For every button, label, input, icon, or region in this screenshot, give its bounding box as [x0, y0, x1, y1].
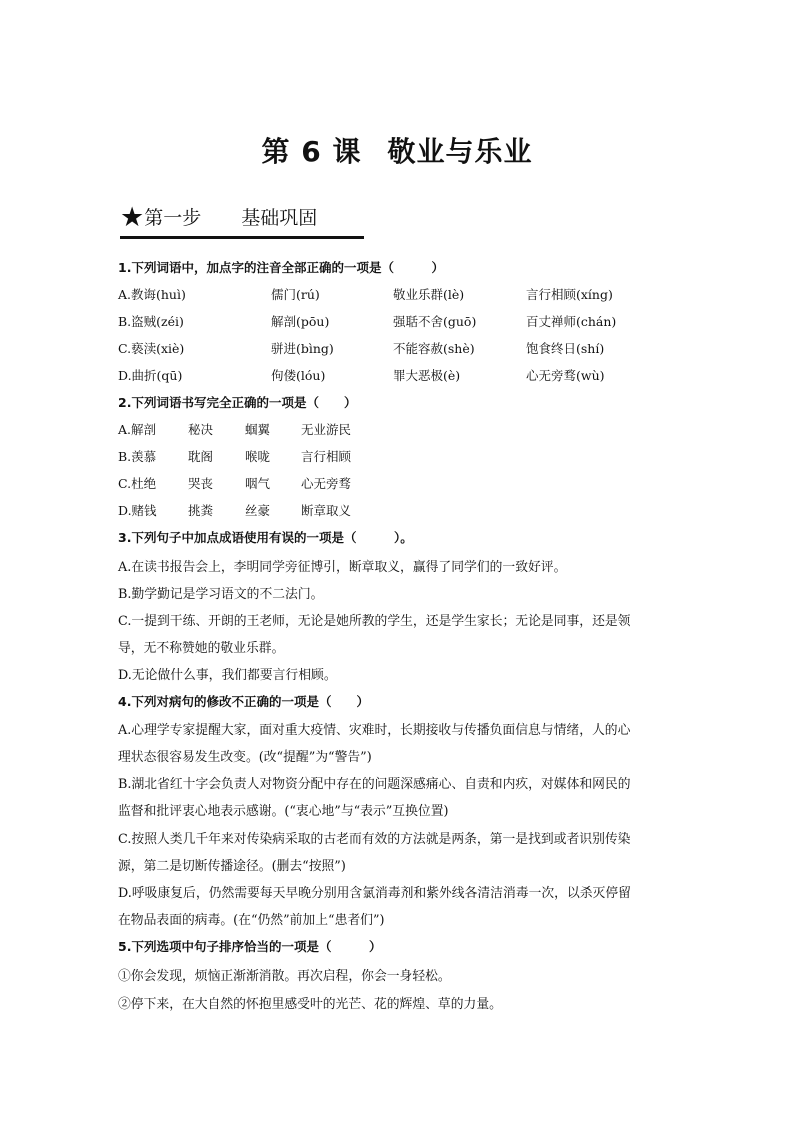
lesson-title [0, 130, 794, 170]
option-cell: 百丈禅师(chán) [526, 314, 617, 329]
option-cell: B.羡慕 [118, 449, 157, 464]
option-cell: 心无旁骛(wù) [526, 368, 605, 383]
question-4-option-a-cont: 理状态很容易发生改变。(改“提醒”为“警告”) [118, 750, 372, 765]
option-cell: 言行相顾 [301, 449, 352, 464]
star-icon: ★ [120, 202, 145, 233]
option-cell: 耽阁 [188, 449, 214, 464]
option-cell: 丝豪 [245, 503, 271, 518]
option-cell: 蝈翼 [245, 422, 271, 437]
option-cell: 敬业乐群(lè) [393, 287, 465, 302]
question-3-stem: 3.下列句子中加点成语使用有误的一项是（ ）。 [118, 530, 413, 545]
option-cell: 佝偻(lóu) [271, 368, 326, 383]
question-3-option-c-cont: 导，无不称赞她的敬业乐群。 [118, 641, 285, 656]
option-cell: A.教诲(huì) [118, 287, 186, 302]
option-cell: D.曲折(qū) [118, 368, 183, 383]
section-name: 基础巩固 [241, 207, 318, 229]
option-cell: 解剖(pōu) [271, 314, 330, 329]
lesson-number: 第 6 课 [261, 135, 362, 168]
question-2-stem: 2.下列词语书写完全正确的一项是（ ） [118, 395, 357, 410]
question-4-option-d-cont: 在物品表面的病毒。(在“仍然”前加上“患者们”) [118, 913, 385, 928]
question-4-option-b: B.湖北省红十字会负责人对物资分配中存在的问题深感痛心、自责和内疚，对媒体和网民的 [118, 777, 631, 792]
question-4-option-b-cont: 监督和批评衷心地表示感谢。(“衷心地”与“表示”互换位置) [118, 804, 449, 819]
option-cell: 强聒不舍(guō) [393, 314, 477, 329]
lesson-name: 敬业与乐业 [387, 135, 533, 168]
option-cell: B.盗贼(zéi) [118, 314, 184, 329]
option-cell: 断章取义 [301, 503, 352, 518]
option-cell: C.杜绝 [118, 476, 157, 491]
option-cell: 秘决 [188, 422, 214, 437]
option-cell: 言行相顾(xíng) [526, 287, 613, 302]
option-cell: 挑粪 [188, 503, 214, 518]
option-cell: C.亵渎(xiè) [118, 341, 185, 356]
option-cell: 骈进(bìng) [271, 341, 334, 356]
option-cell: 无业游民 [301, 422, 352, 437]
question-4-option-c: C.按照人类几千年来对传染病采取的古老而有效的方法就是两条，第一是找到或者识别传染 [118, 832, 631, 847]
option-cell: 喉咙 [245, 449, 271, 464]
question-5-sentence-2: ②停下来，在大自然的怀抱里感受叶的光芒、花的辉煌、草的力量。 [118, 997, 502, 1012]
section-step: 第一步 [144, 207, 202, 229]
option-cell: 饱食终日(shí) [526, 341, 605, 356]
option-cell: 哭丧 [188, 476, 214, 491]
option-cell: 罪大恶极(è) [393, 368, 461, 383]
question-1-stem: 1.下列词语中，加点字的注音全部正确的一项是（ ） [118, 260, 444, 275]
question-4-option-a: A.心理学专家提醒大家，面对重大疫情、灾难时，长期接收与传播负面信息与情绪，人的心 [118, 723, 631, 738]
option-cell: A.解剖 [118, 422, 157, 437]
question-3-option-c: C.一提到干练、开朗的王老师，无论是她所教的学生，还是学生家长；无论是同事，还是领 [118, 614, 631, 629]
option-cell: 不能容赦(shè) [393, 341, 475, 356]
section-heading [120, 202, 364, 239]
option-cell: 心无旁骛 [301, 476, 352, 491]
question-3-option-a: A.在读书报告会上，李明同学旁征博引，断章取义，赢得了同学们的一致好评。 [118, 560, 567, 575]
option-cell: 儒门(rú) [271, 287, 320, 302]
question-4-stem: 4.下列对病句的修改不正确的一项是（ ） [118, 694, 369, 709]
question-5-stem: 5.下列选项中句子排序恰当的一项是（ ） [118, 939, 382, 954]
question-3-option-d: D.无论做什么事，我们都要言行相顾。 [118, 668, 337, 683]
question-3-option-b: B.勤学勤记是学习语文的不二法门。 [118, 587, 324, 602]
question-4-option-c-cont: 源，第二是切断传播途径。(删去“按照”) [118, 859, 346, 874]
option-cell: 咽气 [245, 476, 271, 491]
question-4-option-d: D.呼吸康复后，仍然需要每天早晚分别用含氯消毒剂和紫外线各清洁消毒一次，以杀灭停留 [118, 886, 631, 901]
question-5-sentence-1: ①你会发现，烦恼正渐渐消散。再次启程，你会一身轻松。 [118, 969, 451, 984]
option-cell: D.赌钱 [118, 503, 157, 518]
